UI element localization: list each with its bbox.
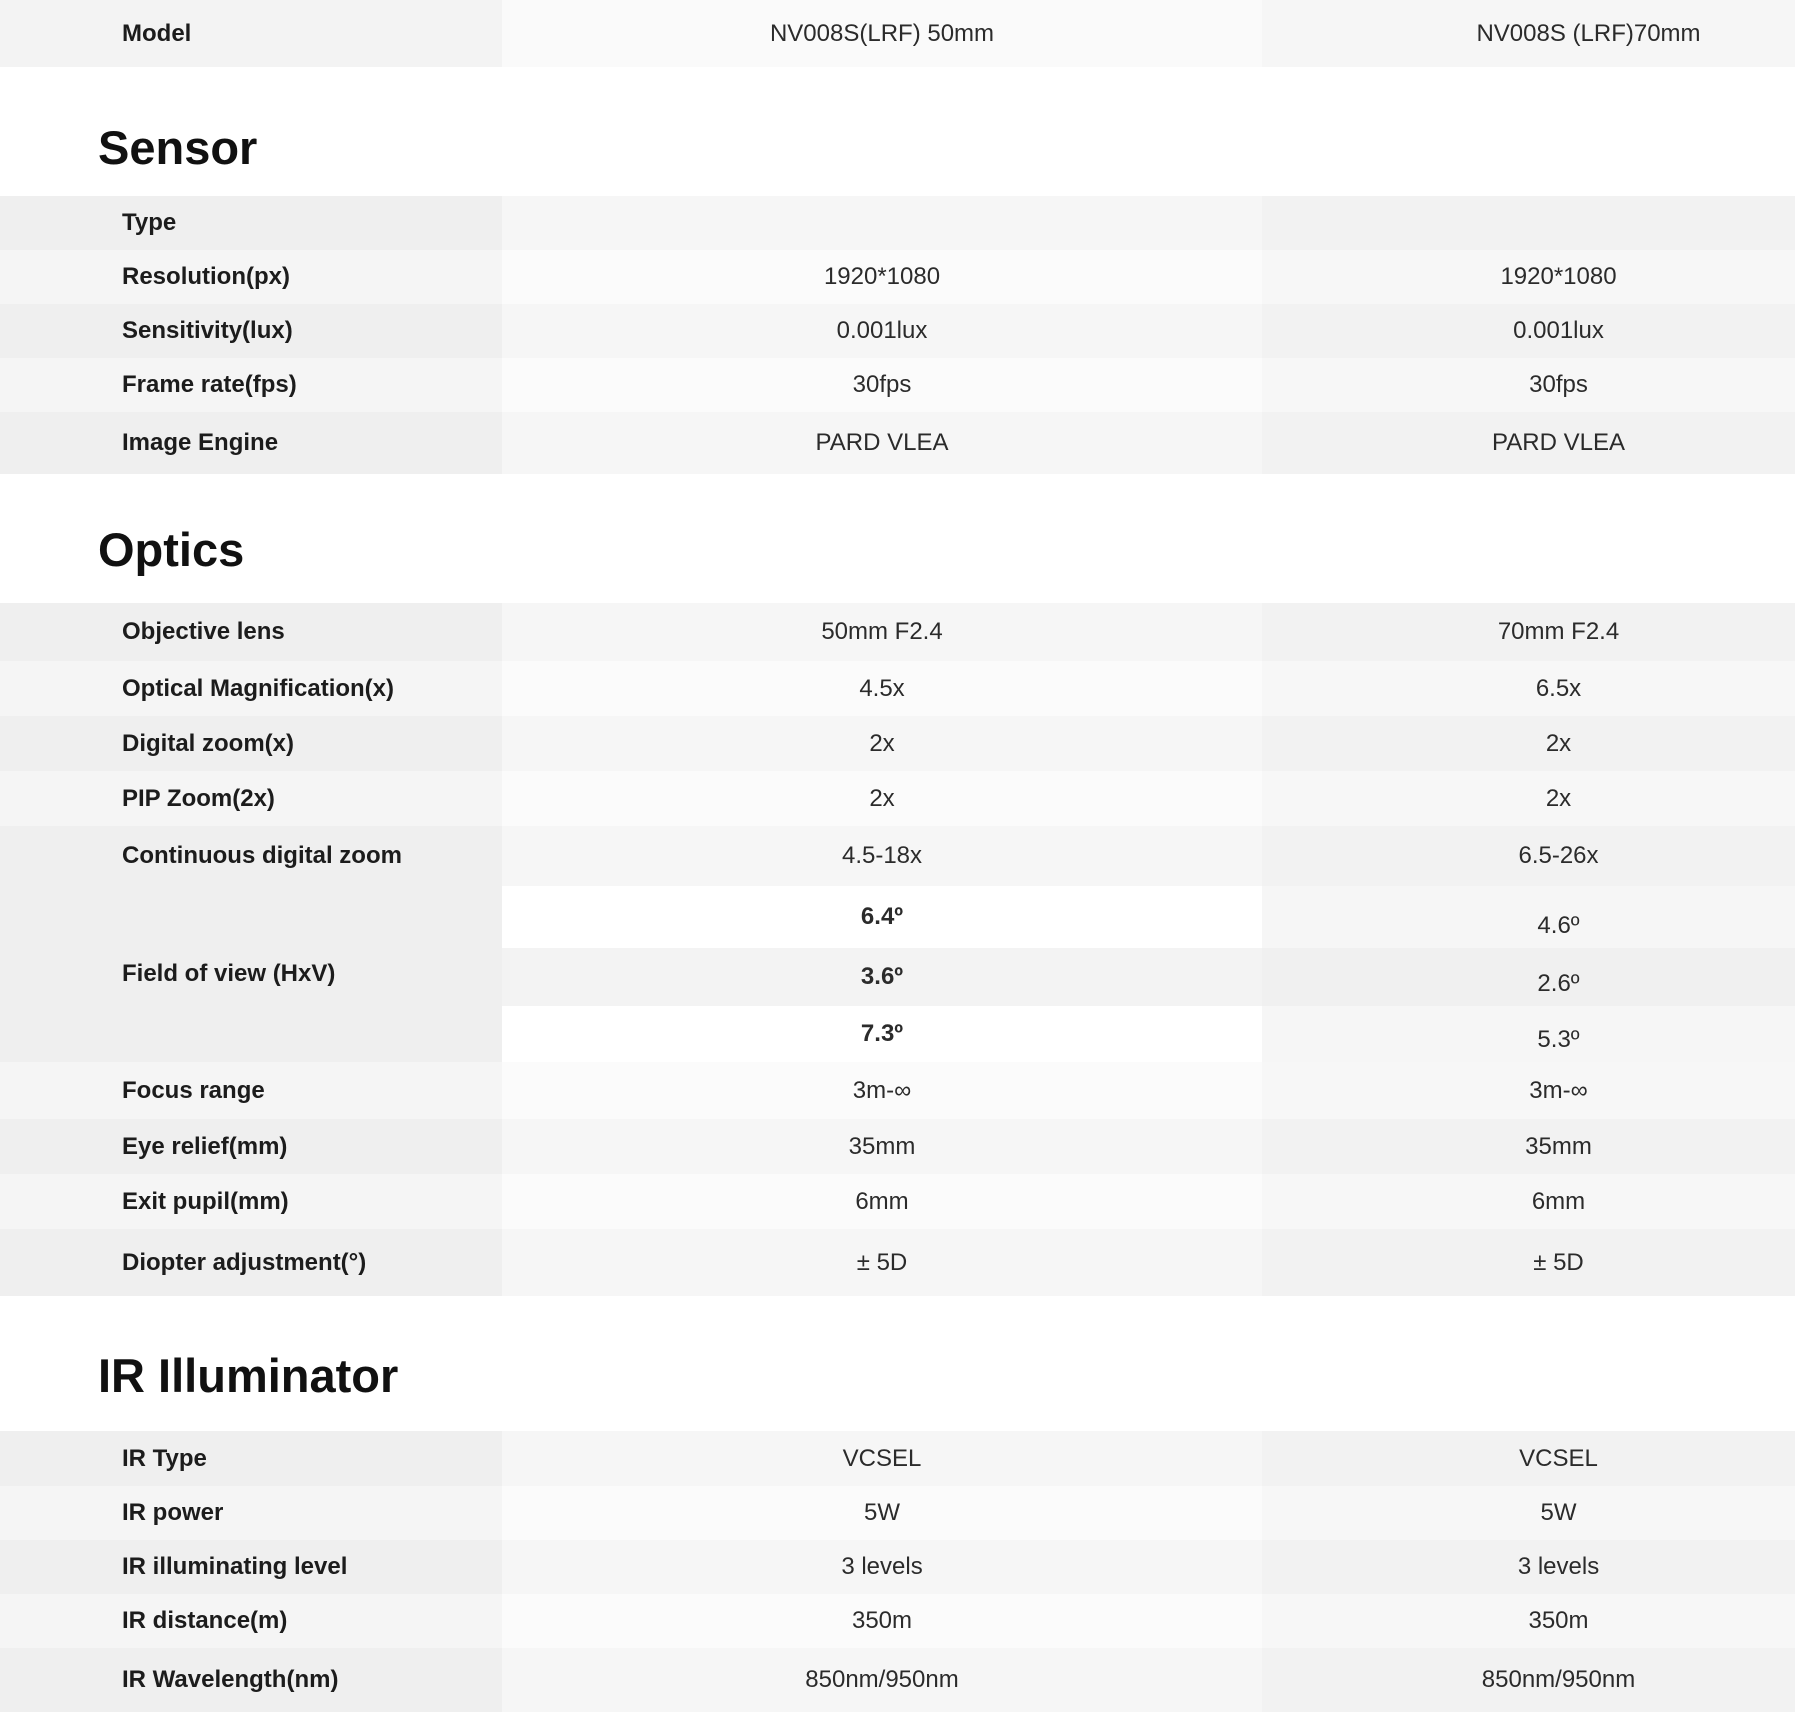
row-label: IR distance(m) <box>0 1594 502 1648</box>
row-label: Digital zoom(x) <box>0 716 502 771</box>
table-row <box>0 412 1795 474</box>
row-value-50mm: 4.5-18x <box>502 826 1262 886</box>
fov-label: Field of view (HxV) <box>0 886 502 1062</box>
row-value-50mm: 2x <box>502 771 1262 826</box>
fov-row <box>502 948 1795 1006</box>
row-label: IR illuminating level <box>0 1540 502 1594</box>
row-label: Exit pupil(mm) <box>0 1174 502 1229</box>
table-row <box>0 603 1795 661</box>
table-row <box>0 196 1795 250</box>
row-value-50mm: 30fps <box>502 358 1262 412</box>
table-row <box>0 1594 1795 1648</box>
row-label: IR power <box>0 1486 502 1540</box>
row-value-70mm: 35mm <box>1262 1119 1795 1174</box>
table-row <box>0 358 1795 412</box>
table-row <box>0 1648 1795 1712</box>
fov-d-70mm: 5.3º <box>1262 1006 1795 1062</box>
fov-h-50mm: 6.4º <box>502 886 1262 948</box>
row-value-50mm: 35mm <box>502 1119 1262 1174</box>
row-value-50mm: 1920*1080 <box>502 250 1262 304</box>
model-col2: NV008S (LRF)70mm <box>1262 0 1795 67</box>
row-label: Image Engine <box>0 412 502 474</box>
row-value-50mm: 3 levels <box>502 1540 1262 1594</box>
table-row <box>0 1540 1795 1594</box>
row-label: Eye relief(mm) <box>0 1119 502 1174</box>
row-value-70mm: 5W <box>1262 1486 1795 1540</box>
row-value-70mm: 0.001lux <box>1262 304 1795 358</box>
row-value-50mm: 350m <box>502 1594 1262 1648</box>
row-value-50mm: 850nm/950nm <box>502 1648 1262 1712</box>
table-row <box>0 1229 1795 1296</box>
row-value-50mm: 3m-∞ <box>502 1062 1262 1119</box>
row-value-50mm: VCSEL <box>502 1431 1262 1486</box>
model-label: Model <box>0 0 502 67</box>
row-value-50mm <box>502 196 1262 250</box>
row-value-70mm: 850nm/950nm <box>1262 1648 1795 1712</box>
row-label: Sensitivity(lux) <box>0 304 502 358</box>
row-label: Objective lens <box>0 603 502 661</box>
table-row <box>0 250 1795 304</box>
row-label: IR Wavelength(nm) <box>0 1648 502 1712</box>
table-row <box>0 304 1795 358</box>
table-row <box>0 1062 1795 1119</box>
row-value-70mm <box>1262 196 1795 250</box>
fov-v-50mm: 3.6º <box>502 948 1262 1006</box>
table-row <box>0 826 1795 886</box>
row-label: Frame rate(fps) <box>0 358 502 412</box>
row-value-70mm: 6.5-26x <box>1262 826 1795 886</box>
row-value-50mm: ± 5D <box>502 1229 1262 1296</box>
table-row <box>0 1431 1795 1486</box>
table-row <box>0 1119 1795 1174</box>
row-label: Focus range <box>0 1062 502 1119</box>
fov-row <box>502 1006 1795 1062</box>
row-value-50mm: 6mm <box>502 1174 1262 1229</box>
row-value-50mm: 50mm F2.4 <box>502 603 1262 661</box>
fov-row <box>502 886 1795 948</box>
row-value-70mm: 3 levels <box>1262 1540 1795 1594</box>
row-label: Continuous digital zoom <box>0 826 502 886</box>
row-value-70mm: 30fps <box>1262 358 1795 412</box>
row-value-70mm: 6.5x <box>1262 661 1795 716</box>
row-label: Type <box>0 196 502 250</box>
row-value-50mm: 4.5x <box>502 661 1262 716</box>
row-label: PIP Zoom(2x) <box>0 771 502 826</box>
section-title-sensor: Sensor <box>98 121 258 174</box>
fov-v-70mm: 2.6º <box>1262 948 1795 1006</box>
row-value-70mm: 350m <box>1262 1594 1795 1648</box>
table-row <box>0 1174 1795 1229</box>
row-value-50mm: 2x <box>502 716 1262 771</box>
table-row <box>0 661 1795 716</box>
row-value-70mm: 70mm F2.4 <box>1262 603 1795 661</box>
row-value-50mm: 5W <box>502 1486 1262 1540</box>
table-row <box>0 716 1795 771</box>
section-title-ir: IR Illuminator <box>98 1349 399 1402</box>
row-value-70mm: 6mm <box>1262 1174 1795 1229</box>
section-title-optics: Optics <box>98 523 245 576</box>
table-row <box>0 1486 1795 1540</box>
row-value-70mm: 2x <box>1262 771 1795 826</box>
row-label: Optical Magnification(x) <box>0 661 502 716</box>
row-label: Diopter adjustment(°) <box>0 1229 502 1296</box>
row-label: Resolution(px) <box>0 250 502 304</box>
row-value-50mm: 0.001lux <box>502 304 1262 358</box>
row-value-50mm: PARD VLEA <box>502 412 1262 474</box>
model-col1: NV008S(LRF) 50mm <box>502 0 1262 67</box>
table-row <box>0 771 1795 826</box>
fov-h-70mm: 4.6º <box>1262 886 1795 948</box>
fov-d-50mm: 7.3º <box>502 1006 1262 1062</box>
row-value-70mm: ± 5D <box>1262 1229 1795 1296</box>
model-header-row <box>0 0 1795 67</box>
row-value-70mm: 1920*1080 <box>1262 250 1795 304</box>
row-label: IR Type <box>0 1431 502 1486</box>
row-value-70mm: VCSEL <box>1262 1431 1795 1486</box>
row-value-70mm: 3m-∞ <box>1262 1062 1795 1119</box>
row-value-70mm: PARD VLEA <box>1262 412 1795 474</box>
row-value-70mm: 2x <box>1262 716 1795 771</box>
